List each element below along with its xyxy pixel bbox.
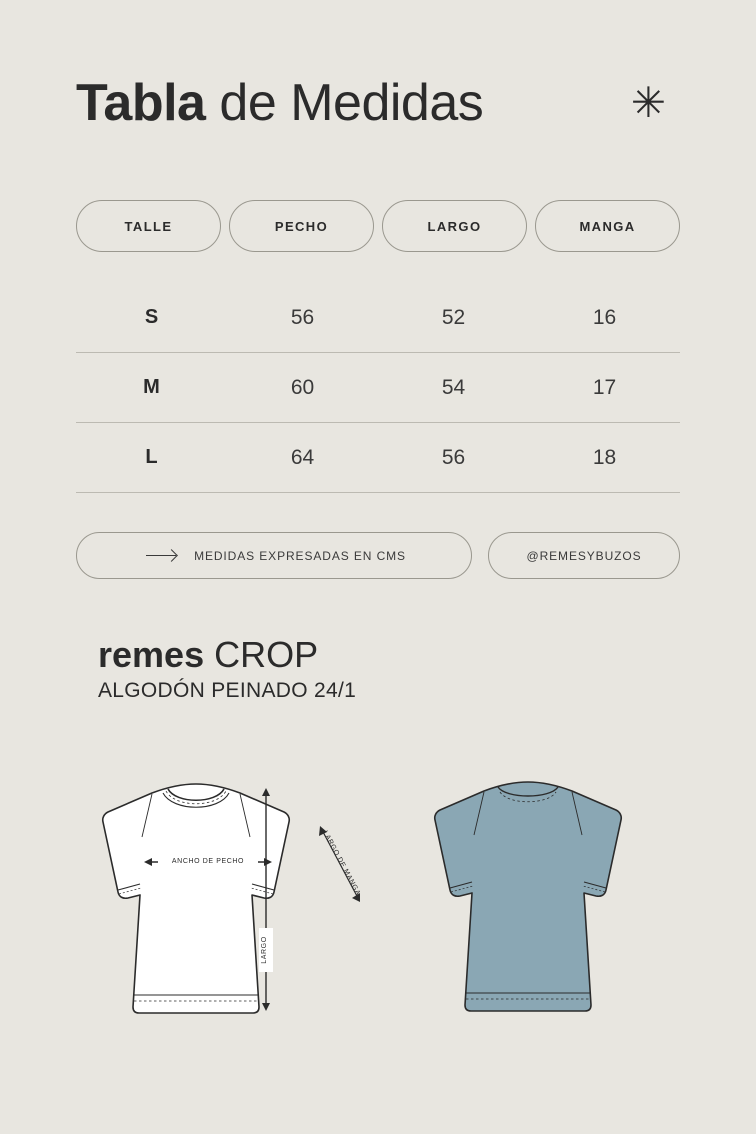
table-header-pills	[76, 200, 680, 252]
page-title	[76, 76, 483, 131]
cell-talle: S	[144, 306, 159, 328]
arrow-right-icon	[146, 550, 180, 562]
cell-largo: 56	[441, 445, 466, 469]
chest-measure-label: ANCHO DE PECHO	[171, 858, 245, 865]
cell-talle: L	[145, 446, 158, 468]
units-note-pill	[76, 532, 472, 579]
back-view-illustration	[435, 782, 622, 1011]
column-header-largo: LARGO	[382, 200, 527, 252]
column-header-pecho: PECHO	[229, 200, 374, 252]
garment-illustrations	[0, 752, 756, 1052]
asterisk-icon: ✳	[630, 78, 666, 128]
cell-talle: M	[143, 376, 160, 398]
cell-manga: 16	[592, 305, 617, 329]
product-name	[98, 635, 356, 675]
column-header-manga: MANGA	[535, 200, 680, 252]
cell-pecho: 56	[290, 305, 315, 329]
cell-manga: 17	[592, 375, 617, 399]
sleeve-measure-label: LARGO DE MANGA	[321, 829, 362, 897]
length-measure-label: LARGO	[261, 936, 268, 964]
units-note-label: MEDIDAS EXPRESADAS EN CMS	[194, 548, 406, 563]
product-name-bold: remes	[98, 634, 205, 675]
cell-pecho: 60	[290, 375, 315, 399]
measurements-table	[76, 283, 680, 493]
table-row	[76, 283, 680, 353]
table-row	[76, 423, 680, 493]
cell-pecho: 64	[290, 445, 315, 469]
cell-manga: 18	[592, 445, 617, 469]
page-title-bold: Tabla	[76, 74, 206, 132]
product-subtitle: ALGODÓN PEINADO 24/1	[98, 678, 357, 702]
page-title-light: de Medidas	[205, 74, 484, 132]
social-handle-pill[interactable]: @REMESYBUZOS	[488, 532, 680, 579]
cell-largo: 52	[441, 305, 466, 329]
footer-pills	[76, 532, 680, 579]
product-heading	[98, 635, 356, 703]
page-header	[76, 76, 680, 131]
column-header-talle: TALLE	[76, 200, 221, 252]
cell-largo: 54	[441, 375, 466, 399]
table-row	[76, 353, 680, 423]
product-name-light: CROP	[204, 634, 319, 675]
front-view-illustration	[103, 784, 362, 1013]
